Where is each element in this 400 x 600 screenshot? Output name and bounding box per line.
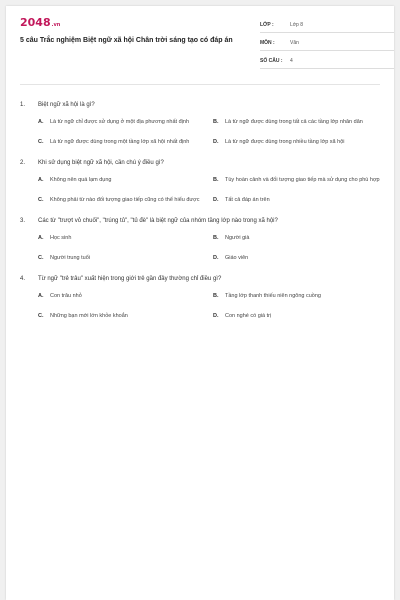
option-c[interactable] [38, 251, 205, 265]
option-text: Con nghé có giá trị [225, 312, 272, 319]
quiz-header [20, 16, 380, 74]
option-text: Giáo viên [225, 254, 249, 261]
option-list [20, 173, 380, 207]
logo-tld: .vn [51, 22, 61, 28]
option-list [20, 231, 380, 265]
option-text: Những bạn mới lớn khỏe khoắn [50, 312, 128, 319]
option-text: Không phải từ nào đối tượng giao tiếp cũng có thể hiểu được [50, 196, 200, 203]
option-text: Tùy hoàn cảnh và đối tượng giao tiếp mà sử dụng cho phù hợp [225, 176, 380, 183]
option-c[interactable] [38, 193, 205, 207]
option-b[interactable] [213, 173, 380, 187]
question-list [20, 85, 380, 323]
option-text: Người trung tuổi [50, 254, 91, 261]
option-letter: C. [38, 138, 44, 145]
question-1 [20, 101, 380, 149]
option-letter: A. [38, 176, 44, 183]
option-b[interactable] [213, 289, 380, 303]
question-number: 4. [20, 276, 26, 282]
meta-label: LỚP : [260, 22, 274, 28]
option-letter: B. [213, 118, 219, 125]
option-text: Là từ ngữ được dùng trong một tầng lớp xã hội nhất định [50, 138, 190, 145]
meta-row-count [260, 54, 394, 69]
question-text [20, 217, 380, 225]
question-4 [20, 275, 380, 323]
option-list [20, 289, 380, 323]
option-letter: B. [213, 176, 219, 183]
option-d[interactable] [213, 251, 380, 265]
option-text: Người già [225, 234, 250, 241]
option-letter: A. [38, 234, 44, 241]
question-2 [20, 159, 380, 207]
option-letter: B. [213, 234, 219, 241]
option-letter: D. [213, 196, 219, 203]
question-number: 2. [20, 160, 26, 166]
option-list [20, 115, 380, 149]
question-text [20, 101, 380, 109]
option-b[interactable] [213, 231, 380, 245]
option-a[interactable] [38, 115, 205, 129]
option-letter: D. [213, 254, 219, 261]
option-b[interactable] [213, 115, 380, 129]
option-letter: C. [38, 312, 44, 319]
option-letter: A. [38, 292, 44, 299]
question-prompt: Các từ "trượt vỏ chuối", "trúng tủ", "tủ đè" là biệt ngữ của nhóm tầng lớp nào trong xã hội? [38, 218, 278, 224]
option-letter: D. [213, 312, 219, 319]
site-logo[interactable] [20, 16, 60, 29]
meta-value: Văn [290, 40, 299, 46]
quiz-sheet [6, 6, 394, 600]
meta-label: SỐ CÂU : [260, 58, 283, 64]
option-text: Là từ ngữ được dùng trong nhiều tầng lớp xã hội [225, 138, 345, 145]
option-text: Là từ ngữ được dùng trong tất cả các tầng lớp nhân dân [225, 118, 363, 125]
question-text [20, 275, 380, 283]
meta-row-class [260, 18, 394, 33]
option-text: Tầng lớp thanh thiếu niên ngông cuồng [225, 292, 321, 299]
meta-label: MÔN : [260, 40, 275, 46]
meta-row-subject [260, 36, 394, 51]
option-letter: D. [213, 138, 219, 145]
meta-value: 4 [290, 58, 293, 64]
option-letter: C. [38, 254, 44, 261]
logo-main: 2048 [20, 16, 51, 29]
question-text [20, 159, 380, 167]
option-d[interactable] [213, 193, 380, 207]
option-letter: C. [38, 196, 44, 203]
option-a[interactable] [38, 289, 205, 303]
option-c[interactable] [38, 309, 205, 323]
option-d[interactable] [213, 309, 380, 323]
option-letter: B. [213, 292, 219, 299]
question-prompt: Khi sử dụng biệt ngữ xã hội, cần chú ý điều gì? [38, 160, 164, 166]
option-text: Không nên quá lạm dụng [50, 176, 112, 183]
question-number: 3. [20, 218, 26, 224]
option-c[interactable] [38, 135, 205, 149]
question-number: 1. [20, 102, 26, 108]
option-text: Là từ ngữ chỉ được sử dụng ở một địa phương nhất định [50, 118, 190, 125]
option-text: Con trâu nhỏ [50, 292, 82, 299]
question-prompt: Từ ngữ "trẻ trâu" xuất hiện trong giới trẻ gần đây thường chỉ điều gì? [38, 276, 222, 282]
meta-value: Lớp 8 [290, 22, 304, 28]
quiz-title: 5 câu Trắc nghiệm Biệt ngữ xã hội Chân trời sáng tạo có đáp án [20, 37, 233, 44]
option-a[interactable] [38, 173, 205, 187]
option-text: Học sinh [50, 234, 72, 241]
option-letter: A. [38, 118, 44, 125]
quiz-meta [260, 18, 394, 72]
question-prompt: Biệt ngữ xã hội là gì? [38, 102, 95, 108]
option-d[interactable] [213, 135, 380, 149]
option-text: Tất cả đáp án trên [225, 196, 270, 203]
question-3 [20, 217, 380, 265]
option-a[interactable] [38, 231, 205, 245]
